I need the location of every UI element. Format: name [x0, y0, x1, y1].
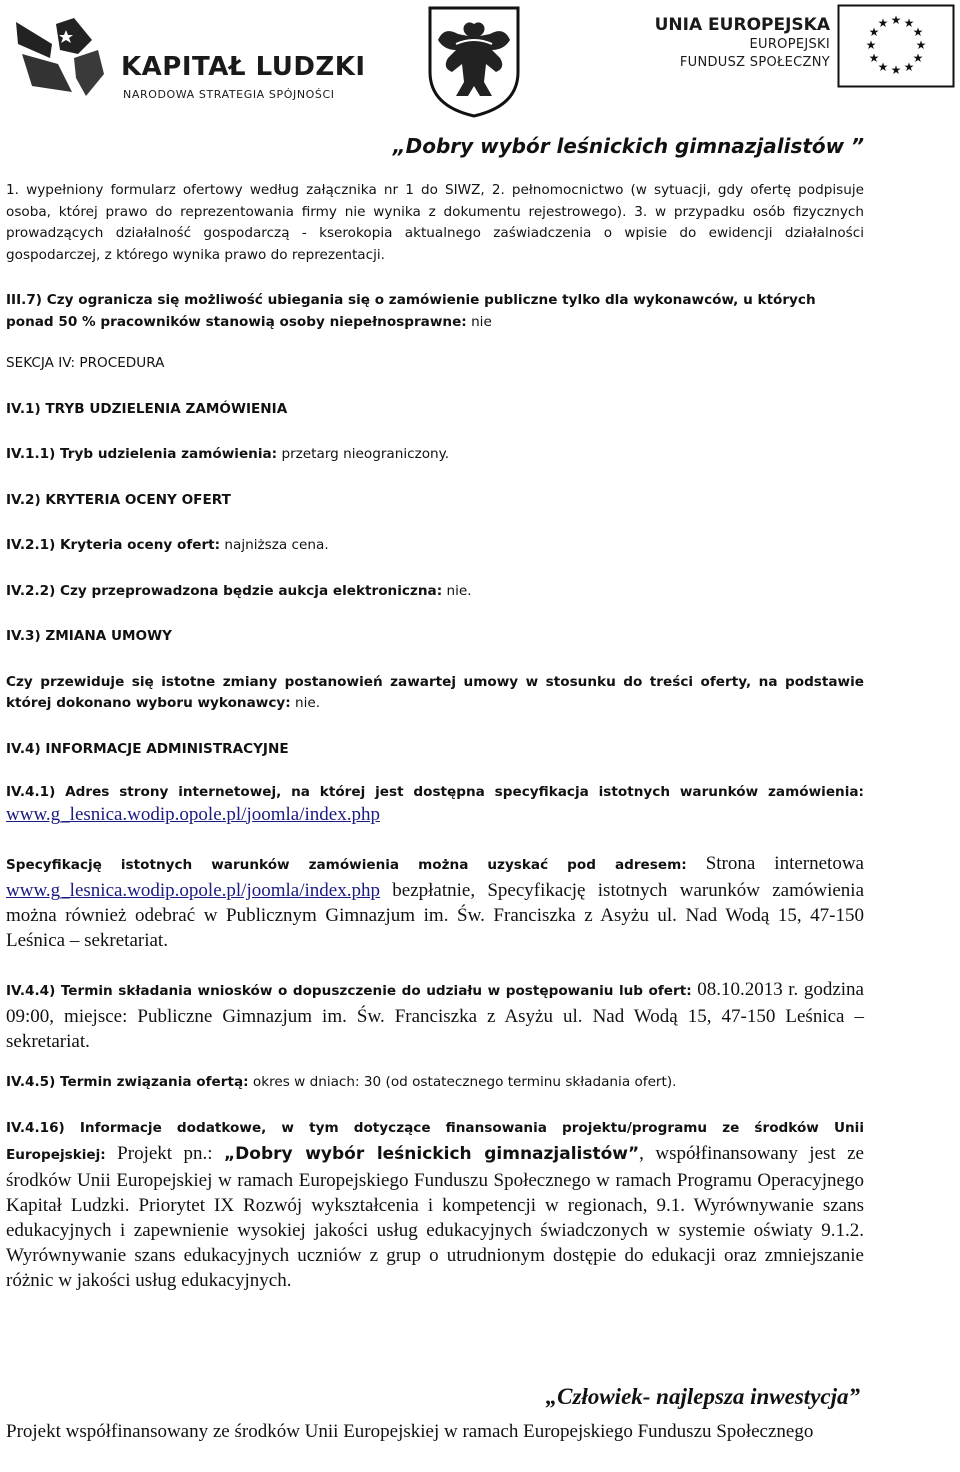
iv-1-1	[6, 444, 864, 466]
svg-text:★: ★	[903, 60, 915, 74]
kapital-ludzki-subtitle: NARODOWA STRATEGIA SPÓJNOŚCI	[123, 88, 335, 101]
specification-text-1: Strona internetowa	[686, 853, 864, 874]
iv-1-1-value: przetarg nieograniczony.	[277, 446, 450, 462]
eu-fund-line2: FUNDUSZ SPOŁECZNY	[679, 55, 830, 70]
kapital-ludzki-logo	[6, 8, 366, 108]
specification-link[interactable]: www.g_lesnica.wodip.opole.pl/joomla/index.php	[6, 880, 380, 901]
iv-4-16	[6, 1114, 864, 1293]
iv-4-5-value: okres w dniach: 30 (od ostatecznego terminu składania ofert).	[248, 1074, 677, 1090]
iv-2-1-label: IV.2.1) Kryteria oceny ofert:	[6, 537, 221, 553]
document-body	[6, 180, 864, 1293]
iv-4-heading: IV.4) INFORMACJE ADMINISTRACYJNE	[6, 740, 289, 757]
svg-text:★: ★	[912, 25, 924, 39]
svg-text:★: ★	[865, 38, 877, 52]
iv-2-2-label: IV.2.2) Czy przeprowadzona będzie aukcja elektroniczna:	[6, 582, 443, 599]
iv-2-2-value: nie.	[442, 582, 472, 599]
iv-4-5-label: IV.4.5) Termin związania ofertą:	[6, 1074, 249, 1090]
svg-text:★: ★	[912, 51, 924, 65]
iv-3-question	[6, 672, 864, 715]
iv-4-16-label: IV.4.16) Informacje dodatkowe, w tym dotyczące finansowania projektu/programu ze środków Unii Europejskiej:	[6, 1119, 864, 1163]
iv-4-4-label: IV.4.4) Termin składania wniosków o dopuszczenie do udziału w postępowaniu lub ofert:	[6, 983, 692, 999]
specification-label: Specyfikację istotnych warunków zamówienia można uzyskać pod adresem:	[6, 857, 687, 873]
project-motto: „Dobry wybór leśnickich gimnazjalistów ”	[392, 134, 864, 158]
svg-text:★: ★	[890, 13, 902, 27]
iv-3-question-label: Czy przewiduje się istotne zmiany postanowień zawartej umowy w stosunku do treści oferty, na podstawie której dokonano wyboru wykonawcy:	[6, 673, 864, 711]
svg-text:★: ★	[877, 16, 889, 30]
iv-2-heading: IV.2) KRYTERIA OCENY OFERT	[6, 491, 231, 508]
eu-title: UNIA EUROPEJSKA	[654, 15, 830, 35]
iv-4-5	[6, 1072, 864, 1094]
eu-fund-line1: EUROPEJSKI	[749, 37, 830, 52]
svg-text:★: ★	[868, 25, 880, 39]
svg-text:★: ★	[877, 60, 889, 74]
svg-text:★: ★	[890, 63, 902, 77]
eu-logo-text	[650, 14, 830, 72]
iv-4-1-label: IV.4.1) Adres strony internetowej, na której jest dostępna specyfikacja istotnych warunków zamówienia:	[6, 784, 864, 800]
iv-4-16-text-1: Projekt pn.:	[105, 1142, 224, 1164]
kapital-ludzki-title: KAPITAŁ LUDZKI	[121, 52, 366, 82]
svg-text:★: ★	[903, 16, 915, 30]
iv-3-question-value: nie.	[290, 695, 321, 711]
section-iv-heading: SEKCJA IV: PROCEDURA	[6, 355, 165, 371]
section-iii-7-value: nie	[466, 313, 492, 330]
section-iii-7	[6, 290, 864, 333]
iv-3-heading: IV.3) ZMIANA UMOWY	[6, 628, 172, 644]
iv-1-heading: IV.1) TRYB UDZIELENIA ZAMÓWIENIA	[6, 400, 288, 417]
project-name: „Dobry wybór leśnickich gimnazjalistów”	[223, 1143, 640, 1164]
eu-flag-icon	[837, 4, 955, 88]
page-header	[0, 0, 960, 130]
footer-cofinancing-note: Projekt współfinansowany ze środków Unii Europejskiej w ramach Europejskiego Funduszu Społecznego	[6, 1421, 814, 1442]
section-iii-7-label: III.7) Czy ogranicza się możliwość ubiegania się o zamówienie publiczne tylko dla wykonawców, u których ponad 50 % pracowników stanowią osoby niepełnosprawne:	[6, 292, 816, 330]
eagle-crest-icon	[428, 6, 520, 118]
slogan: „Człowiek- najlepsza inwestycja”	[545, 1384, 860, 1409]
specification-text-2: bezpłatnie, Specyfikację istotnych warunków zamówienia można również odebrać w Publicznym Gimnazjum im. Św. Franciszka z Asyżu ul. Nad Wodą 15, 47-150 Leśnica – sekretariat.	[6, 880, 864, 951]
iv-2-1-value: najniższa cena.	[220, 537, 329, 553]
svg-text:★: ★	[868, 51, 880, 65]
specification-paragraph	[6, 851, 864, 953]
iv-4-16-text-2: , współfinansowany jest ze środków Unii Europejskiej w ramach Europejskiego Funduszu Społecznego w ramach Programu Operacyjnego Kapitał Ludzki. Priorytet IX Rozwój wykształcenia i kompetencji w regionach, 9.1. Wyrównywanie szans edukacyjnych i zapewnienie wysokiej jakości usług edukacyjnych świadczonych w systemie oświaty 9.1.2. Wyrównywanie szans edukacyjnych uczniów z grup o utrudnionym dostępie do edukacji oraz zmniejszanie różnic w jakości usług edukacyjnych.	[6, 1142, 864, 1291]
required-documents-paragraph: 1. wypełniony formularz ofertowy według załącznika nr 1 do SIWZ, 2. pełnomocnictwo (w sytuacji, gdy ofertę podpisuje osoba, której prawo do reprezentowania firmy nie wynika z dokumentu rejestrowego). 3. w przypadku osób fizycznych prowadzących działalność gospodarczą - kserokopia aktualnego zaświadczenia o wpisie do ewidencji działalności gospodarczej, z którego wynika prawo do reprezentacji.	[6, 182, 864, 263]
svg-text:★: ★	[915, 38, 927, 52]
iv-1-1-label: IV.1.1) Tryb udzielenia zamówienia:	[6, 446, 278, 462]
specification-url-link[interactable]: www.g_lesnica.wodip.opole.pl/joomla/index.php	[6, 803, 380, 825]
iv-2-2	[6, 581, 864, 603]
iv-4-1	[6, 782, 864, 827]
iv-4-4	[6, 977, 864, 1054]
iv-2-1	[6, 535, 864, 557]
kapital-ludzki-icon	[12, 14, 108, 104]
iv-4-4-value: 08.10.2013 r. godzina 09:00, miejsce: Publiczne Gimnazjum im. Św. Franciszka z Asyżu ul. Nad Wodą 15, 47-150 Leśnica – sekretariat.	[6, 979, 864, 1052]
